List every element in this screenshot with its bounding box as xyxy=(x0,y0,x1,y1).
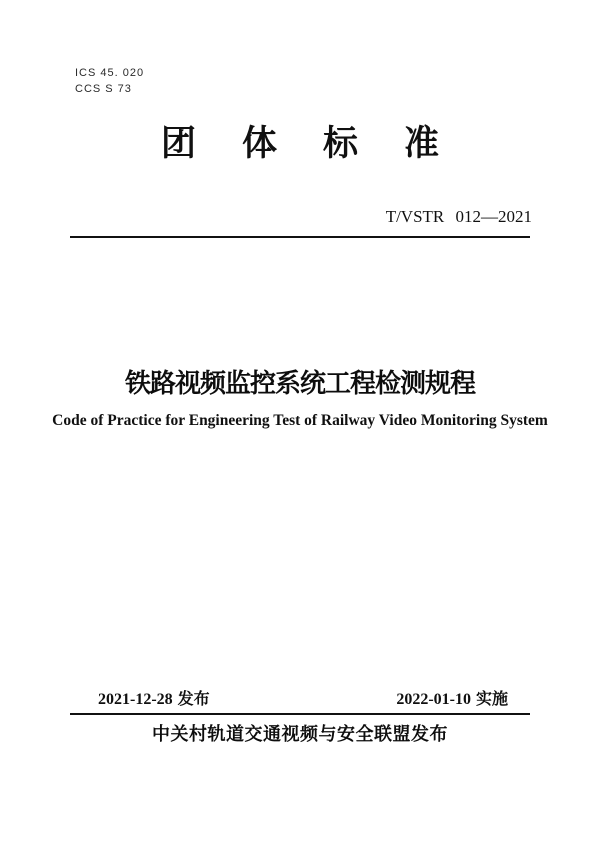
document-title-en: Code of Practice for Engineering Test of Railway Video Monitoring System xyxy=(52,412,548,429)
dates-row xyxy=(98,686,508,709)
standard-type-heading xyxy=(0,116,600,166)
ics-code: ICS 45. 020 xyxy=(75,67,145,79)
implementation-date-group xyxy=(396,686,508,709)
issue-label: 发布 xyxy=(177,691,210,708)
implementation-date: 2022-01-10 xyxy=(396,691,471,708)
standard-number: T/VSTR 012—2021 xyxy=(385,207,532,226)
classification-codes xyxy=(75,65,144,97)
standard-type-text: 团体标准 xyxy=(160,124,485,163)
header-rule xyxy=(70,236,530,238)
document-title-zh: 铁路视频监控系统工程检测规程 xyxy=(124,368,475,398)
implementation-label: 实施 xyxy=(475,691,508,708)
ccs-code: CCS S 73 xyxy=(75,83,132,95)
issue-date-group xyxy=(98,686,210,709)
issue-date: 2021-12-28 xyxy=(98,691,173,708)
footer-rule xyxy=(70,713,530,715)
publisher-line: 中关村轨道交通视频与安全联盟发布 xyxy=(152,724,448,744)
